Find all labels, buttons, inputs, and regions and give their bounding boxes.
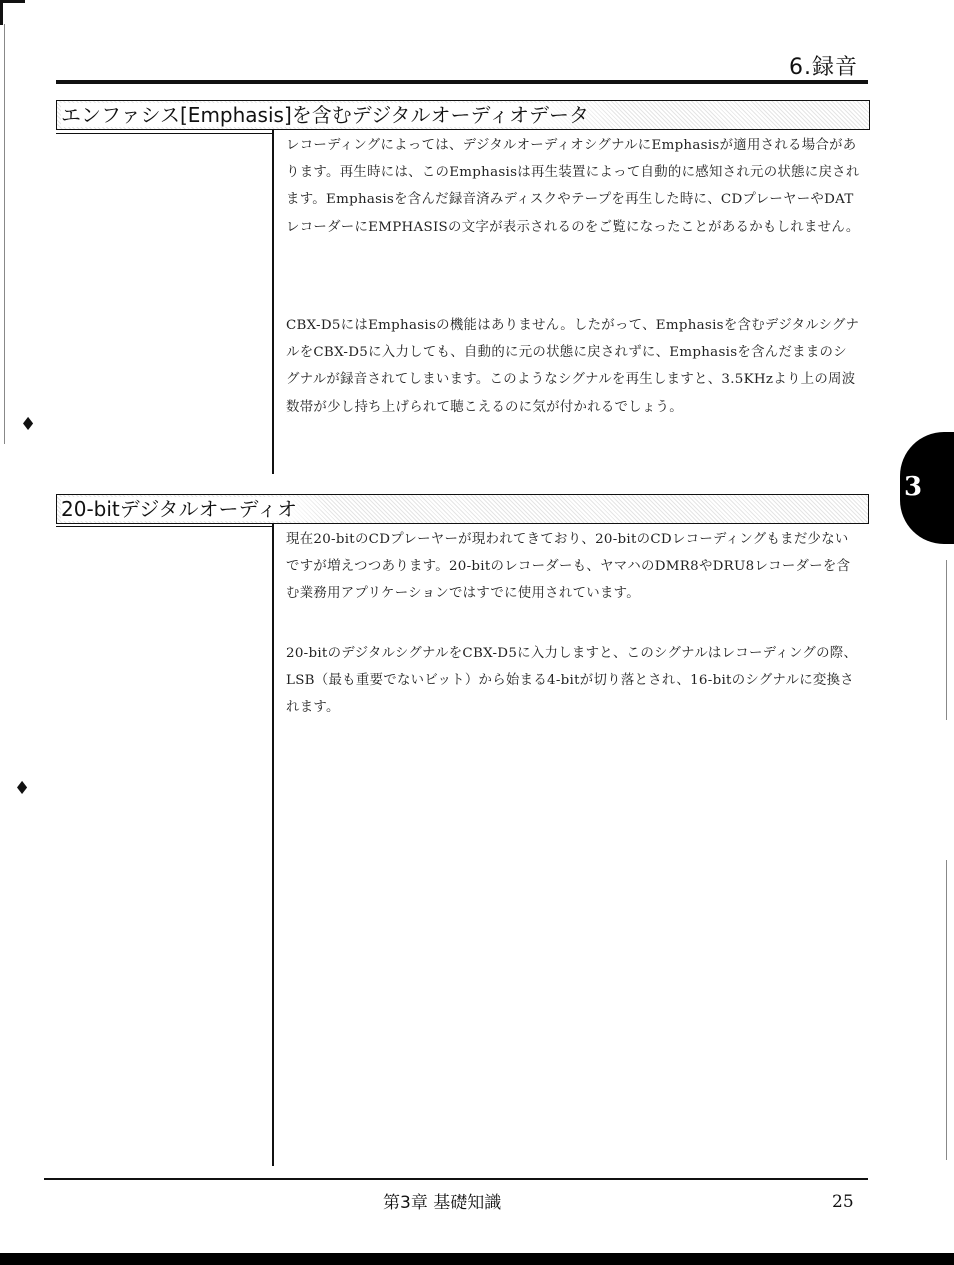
- right-edge-line: [946, 560, 947, 720]
- left-column-rule: [56, 133, 272, 134]
- binder-hole-mark: ♦: [20, 414, 37, 435]
- section-heading-20bit: [56, 494, 869, 524]
- left-column-rule: [56, 526, 272, 527]
- corner-crop-mark: [0, 0, 25, 25]
- paragraph: CBX-D5にはEmphasisの機能はありません。したがって、Emphasisを含むデジタルシグナルをCBX-D5に入力しても、自動的に元の状態に戻されずに、Emphasisを含んだままのシグナルが録音されてしまいます。このようなシグナルを再生しますと、3.5KHzより上の周波数帯が少し持ち上げられて聴こえるのに気が付かれるでしょう。: [286, 318, 860, 415]
- binder-hole-mark: ♦: [14, 778, 31, 799]
- page-number: 25: [832, 1192, 854, 1212]
- section-heading-emphasis: [56, 100, 870, 130]
- header-rule: [56, 80, 868, 84]
- paragraph: 現在20-bitのCDプレーヤーが現われてきており、20-bitのCDレコーディングもまだ少ないですが増えつつあります。20-bitのレコーダーも、ヤマハのDMR8やDRU8レコーダーを含む業務用アプリケーションではすでに使用されています。: [286, 532, 851, 602]
- chapter-section-header: 6.録音: [789, 55, 858, 80]
- left-edge-line: [4, 24, 5, 444]
- paragraph: レコーディングによっては、デジタルオーディオシグナルにEmphasisが適用される場合があります。再生時には、このEmphasisは再生装置によって自動的に感知され元の状態に戻されます。Emphasisを含んだ録音済みディスクやテープを再生した時に、CDプレーヤーやDATレコーダーにEMPHASISの文字が表示されるのをご覧になったことがあるかもしれません。: [286, 138, 860, 235]
- section-heading-text: 20-bitデジタルオーディオ: [61, 497, 325, 521]
- column-divider: [272, 524, 274, 1166]
- right-edge-line: [946, 860, 947, 1160]
- section-heading-text: エンファシス[Emphasis]を含むデジタルオーディオデータ: [61, 103, 617, 127]
- column-divider: [272, 130, 274, 474]
- footer-rule: [44, 1178, 868, 1180]
- bottom-scan-edge: [0, 1253, 954, 1265]
- chapter-tab-number: 3: [904, 472, 923, 502]
- footer-chapter-title: 第3章 基礎知識: [383, 1193, 502, 1213]
- paragraph: 20-bitのデジタルシグナルをCBX-D5に入力しますと、このシグナルはレコーディングの際、LSB（最も重要でないビット）から始まる4-bitが切り落とされ、16-bitのシグナルに変換されます。: [286, 646, 858, 716]
